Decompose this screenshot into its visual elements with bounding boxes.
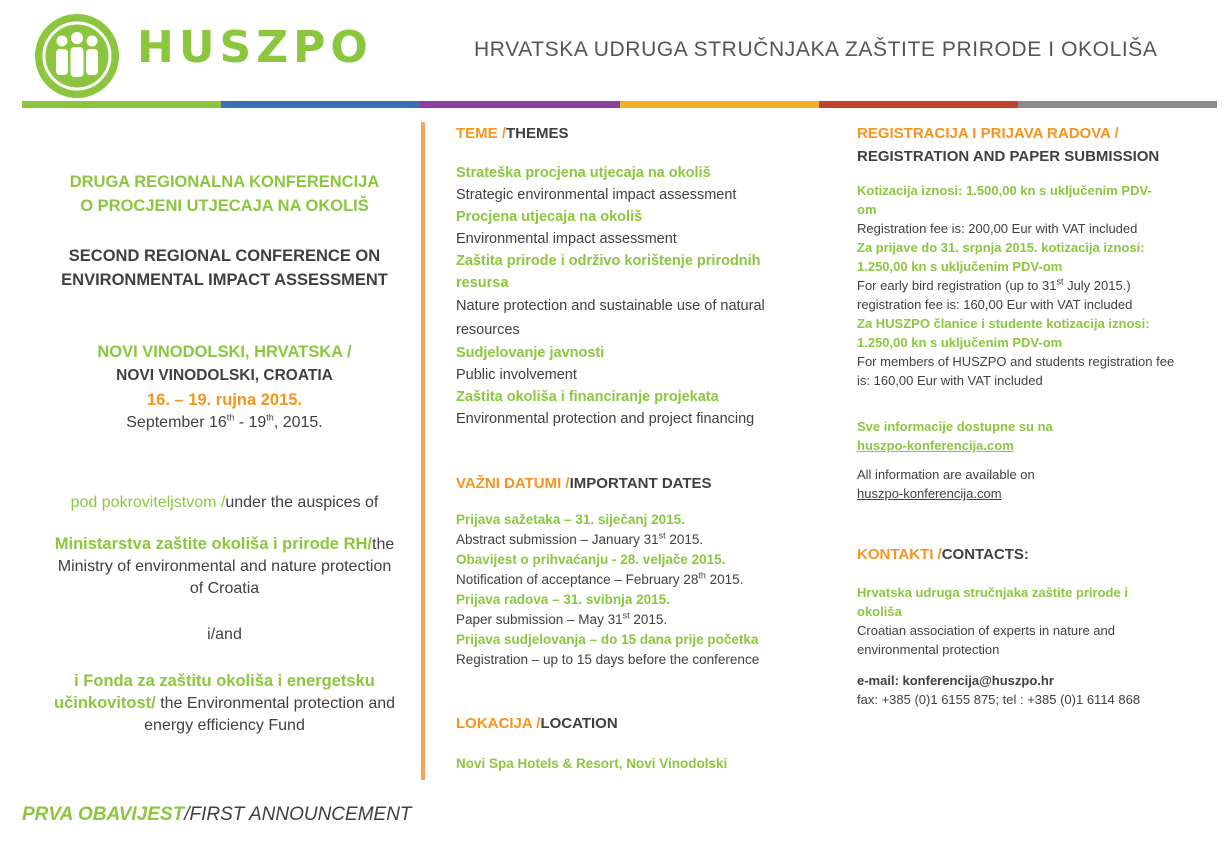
fee-block xyxy=(857,181,1187,390)
theme-hr: Sudjelovanje javnosti xyxy=(456,345,605,361)
date-en-text: Paper submission – May 31 xyxy=(456,612,623,627)
logo-text: HUSZPO xyxy=(137,22,373,73)
conference-title-hr-line2: O PROCJENI UTJECAJA NA OKOLIŠ xyxy=(80,197,369,215)
ministry-block xyxy=(22,533,427,600)
date-en-year: 2015. xyxy=(665,532,704,547)
fund-block xyxy=(22,670,427,737)
stripe-green xyxy=(22,101,221,108)
date-en-text: Notification of acceptance – February 28 xyxy=(456,572,699,587)
info-block xyxy=(857,417,1187,503)
theme-item xyxy=(456,386,806,430)
location-heading-en: LOCATION xyxy=(540,715,618,732)
location-venue: Novi Spa Hotels & Resort, Novi Vinodolski xyxy=(456,756,728,771)
people-icon xyxy=(35,14,119,98)
theme-item xyxy=(456,250,806,342)
date-en-sup1: th xyxy=(226,412,235,423)
date-hr: 16. – 19. rujna 2015. xyxy=(146,391,303,409)
conference-title-hr xyxy=(22,170,427,218)
date-item xyxy=(456,510,806,550)
contact-phone: fax: +385 (0)1 6155 875; tel : +385 (0)1 6114 868 xyxy=(857,692,1141,707)
fee3-en: For members of HUSZPO and students registration fee is: 160,00 Eur with VAT included xyxy=(857,354,1175,388)
announcement-en: /FIRST ANNOUNCEMENT xyxy=(184,804,412,825)
contact-org-en: Croatian association of experts in nature and environmental protection xyxy=(857,623,1115,657)
column-divider xyxy=(421,122,425,780)
info-link-hr[interactable]: huszpo-konferencija.com xyxy=(857,438,1014,453)
themes-list xyxy=(456,162,806,430)
auspices-line xyxy=(22,492,427,514)
fee1-en: Registration fee is: 200,00 Eur with VAT included xyxy=(857,221,1138,236)
conference-title-en-line2: ENVIRONMENTAL IMPACT ASSESSMENT xyxy=(61,271,388,289)
date-en xyxy=(456,570,806,590)
location-heading xyxy=(456,714,806,734)
date-en-sup: st xyxy=(658,530,666,541)
date-hr: Prijava sažetaka – 31. siječanj 2015. xyxy=(456,512,685,527)
stripe-yellow xyxy=(620,101,819,108)
fee2-en xyxy=(857,276,1187,295)
date-en xyxy=(456,650,806,670)
dates-list xyxy=(456,510,806,670)
theme-hr: Strateška procjena utjecaja na okoliš xyxy=(456,165,711,181)
theme-hr: Zaštita okoliša i financiranje projekata xyxy=(456,389,719,405)
conference-title-hr-line1: DRUGA REGIONALNA KONFERENCIJA xyxy=(69,173,380,191)
dates-heading-hr: VAŽNI DATUMI / xyxy=(456,475,570,492)
date-en-mid: - 19 xyxy=(234,414,267,431)
theme-item xyxy=(456,162,806,206)
stripe-purple xyxy=(420,101,619,108)
date-item xyxy=(456,590,806,630)
logo-emblem xyxy=(35,14,119,98)
registration-heading-hr: REGISTRACIJA I PRIJAVA RADOVA / xyxy=(857,125,1119,142)
theme-item xyxy=(456,206,806,250)
contact-org-hr: Hrvatska udruga stručnjaka zaštite prirode i okoliša xyxy=(857,585,1128,619)
conference-title-en xyxy=(22,244,427,292)
date-en-sup: th xyxy=(698,570,706,581)
auspices-hr: pod pokroviteljstvom / xyxy=(70,494,226,511)
color-stripe xyxy=(22,101,1217,108)
ministry-en-a: the xyxy=(372,536,395,553)
contacts-heading-hr: KONTAKTI / xyxy=(857,546,942,563)
conference-title-en-line1: SECOND REGIONAL CONFERENCE ON xyxy=(68,247,381,265)
registration-heading-en: REGISTRATION AND PAPER SUBMISSION xyxy=(857,148,1160,165)
theme-en: Environmental protection and project financing xyxy=(456,411,755,427)
date-en-sup: st xyxy=(622,610,630,621)
stripe-red xyxy=(819,101,1018,108)
venue-block xyxy=(22,340,427,434)
info-en: All information are available on xyxy=(857,467,1035,482)
conference-info xyxy=(22,170,427,737)
theme-item xyxy=(456,342,806,386)
ministry-en-c: of Croatia xyxy=(189,580,260,597)
announcement-hr: PRVA OBAVIJEST xyxy=(22,804,185,825)
date-hr: Prijava sudjelovanja – do 15 dana prije početka xyxy=(456,632,759,647)
date-hr: Prijava radova – 31. svibnja 2015. xyxy=(456,592,670,607)
date-en xyxy=(22,412,427,434)
fee2-hr: Za prijave do 31. srpnja 2015. kotizacija iznosi: 1.250,00 kn s uključenim PDV-om xyxy=(857,240,1145,274)
themes-heading-hr: TEME / xyxy=(456,125,507,142)
fee2-en-text: For early bird registration (up to 31 xyxy=(857,278,1057,293)
contacts-heading-en: CONTACTS: xyxy=(941,546,1029,563)
auspices-en: under the auspices of xyxy=(225,494,379,511)
themes-heading-en: THEMES xyxy=(506,125,569,142)
date-item xyxy=(456,630,806,670)
fund-en-line1: the Environmental protection and xyxy=(155,695,396,712)
place-en: NOVI VINODOLSKI, CROATIA xyxy=(116,367,333,384)
contacts-heading xyxy=(857,545,1187,565)
date-en-end: , 2015. xyxy=(273,414,323,431)
location-heading-hr: LOKACIJA / xyxy=(456,715,541,732)
date-hr: Obavijest o prihvaćanju - 28. veljače 2015. xyxy=(456,552,726,567)
fee2-en-sup: st xyxy=(1056,276,1064,287)
date-en xyxy=(456,530,806,550)
date-en-sup2: th xyxy=(266,412,274,423)
stripe-blue xyxy=(221,101,420,108)
info-link-en[interactable]: huszpo-konferencija.com xyxy=(857,486,1002,501)
contacts-block xyxy=(857,583,1187,709)
date-en-year: 2015. xyxy=(629,612,668,627)
ministry-en-b: Ministry of environmental and nature protection xyxy=(57,558,392,575)
date-en-text: Abstract submission – January 31 xyxy=(456,532,659,547)
themes-heading xyxy=(456,124,806,144)
theme-en: Environmental impact assessment xyxy=(456,231,677,247)
theme-hr: Zaštita prirode i održivo korištenje prirodnih resursa xyxy=(456,253,761,291)
date-item xyxy=(456,550,806,590)
right-column xyxy=(857,124,1187,709)
fee3-hr: Za HUSZPO članice i studente kotizacija iznosi: 1.250,00 kn s uključenim PDV-om xyxy=(857,316,1150,350)
info-hr: Sve informacije dostupne su na xyxy=(857,419,1053,434)
fund-en-line2: energy efficiency Fund xyxy=(144,717,305,734)
dates-heading-en: IMPORTANT DATES xyxy=(569,475,712,492)
middle-column xyxy=(456,124,806,774)
fee2-en-fee: registration fee is: 160,00 Eur with VAT included xyxy=(857,297,1133,312)
theme-hr: Procjena utjecaja na okoliš xyxy=(456,209,643,225)
date-en-text: Registration – up to 15 days before the conference xyxy=(456,652,760,667)
announcement-title xyxy=(22,804,412,826)
organization-title: HRVATSKA UDRUGA STRUČNJAKA ZAŠTITE PRIRODE I OKOLIŠA xyxy=(474,38,1158,61)
fee1-hr: Kotizacija iznosi: 1.500,00 kn s uključenim PDV-om xyxy=(857,183,1152,217)
and-separator: i/and xyxy=(207,626,242,643)
fund-hr-line1: i Fonda za zaštitu okoliša i energetsku xyxy=(74,672,375,690)
date-en-start: September 16 xyxy=(126,414,227,431)
fund-hr-line2: učinkovitost/ xyxy=(53,694,156,712)
place-hr: NOVI VINODOLSKI, HRVATSKA / xyxy=(97,343,352,361)
date-en xyxy=(456,610,806,630)
theme-en: Strategic environmental impact assessment xyxy=(456,187,737,203)
theme-en: Public involvement xyxy=(456,367,577,383)
theme-en: Nature protection and sustainable use of natural resources xyxy=(456,298,765,338)
stripe-gray xyxy=(1018,101,1217,108)
fee2-en-month: July 2015.) xyxy=(1063,278,1131,293)
date-en-year: 2015. xyxy=(705,572,744,587)
ministry-hr: Ministarstva zaštite okoliša i prirode RH/ xyxy=(54,535,372,553)
contact-email[interactable]: e-mail: konferencija@huszpo.hr xyxy=(857,673,1054,688)
dates-heading xyxy=(456,474,806,494)
